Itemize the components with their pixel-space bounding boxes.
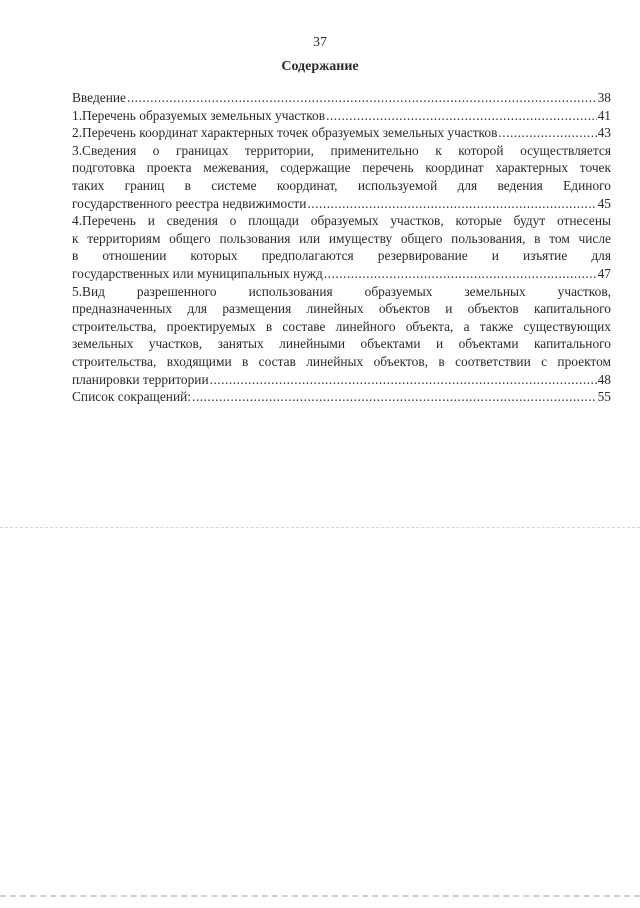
toc-entry-line: земельных участков, занятых линейными объектами и объектами капитального bbox=[72, 336, 611, 352]
toc-page-number: 43 bbox=[597, 125, 611, 141]
scan-artifact-line bbox=[0, 895, 640, 897]
toc-entry bbox=[72, 142, 611, 212]
toc-dot-leader bbox=[324, 265, 597, 283]
toc-entry-line: строительства, проектируемых в составе линейного объекта, а также существующих bbox=[72, 318, 611, 334]
toc-entry-line: 3.Сведения о границах территории, применительно к которой осуществляется bbox=[72, 142, 611, 158]
toc-entry-text: 2.Перечень координат характерных точек образуемых земельных участков bbox=[72, 125, 498, 141]
toc-entry-last-line bbox=[72, 371, 611, 389]
toc-entry-text: государственного реестра недвижимости bbox=[72, 195, 307, 211]
toc-page-number: 45 bbox=[597, 195, 611, 211]
toc-entry-last-line bbox=[72, 89, 611, 107]
toc-dot-leader bbox=[498, 124, 596, 142]
toc-entry-last-line bbox=[72, 195, 611, 213]
toc-dot-leader bbox=[127, 89, 597, 107]
toc-dot-leader bbox=[307, 195, 596, 213]
toc-entry-line: к территориям общего пользования или имуществу общего пользования, в том числе bbox=[72, 230, 611, 246]
toc-entry-text: 1.Перечень образуемых земельных участков bbox=[72, 107, 326, 123]
toc-entry bbox=[72, 283, 611, 389]
toc-entry bbox=[72, 388, 611, 406]
toc-entry-last-line bbox=[72, 124, 611, 142]
toc-page-number: 48 bbox=[597, 371, 611, 387]
toc-dot-leader bbox=[192, 388, 597, 406]
toc-page-number: 47 bbox=[597, 265, 611, 281]
toc-entry-line: строительства, входящими в состав линейных объектов, в соответствии с проектом bbox=[72, 353, 611, 369]
toc-entry-line: 4.Перечень и сведения о площади образуемых участков, которые будут отнесены bbox=[72, 213, 611, 229]
toc-entry bbox=[72, 212, 611, 282]
toc-page-number: 38 bbox=[597, 90, 611, 105]
toc-entry bbox=[72, 124, 611, 142]
toc-entry-line: предназначенных для размещения линейных объектов и объектов капитального bbox=[72, 301, 611, 317]
toc-entry-last-line bbox=[72, 265, 611, 283]
toc-entry-text: государственных или муниципальных нужд bbox=[72, 265, 323, 281]
toc-entry bbox=[72, 89, 611, 107]
scan-artifact-line bbox=[0, 527, 640, 528]
toc-entry-line: таких границ в системе координат, используемой для ведения Единого bbox=[72, 177, 611, 193]
table-of-contents bbox=[72, 89, 611, 406]
toc-entry-text: Список сокращений: bbox=[72, 389, 192, 405]
toc-entry-line: 5.Вид разрешенного использования образуемых земельных участков, bbox=[72, 283, 611, 299]
page-number: 37 bbox=[313, 35, 327, 50]
toc-entry bbox=[72, 107, 611, 125]
toc-entry-last-line bbox=[72, 388, 611, 406]
toc-dot-leader bbox=[326, 107, 597, 125]
toc-entry-line: подготовка проекта межевания, содержащие перечень координат характерных точек bbox=[72, 160, 611, 176]
page-title: Содержание bbox=[281, 59, 359, 74]
toc-page-number: 55 bbox=[597, 389, 611, 405]
toc-entry-text: Введение bbox=[72, 90, 126, 105]
toc-entry-last-line bbox=[72, 107, 611, 125]
toc-page-number: 41 bbox=[597, 107, 611, 123]
toc-dot-leader bbox=[210, 371, 597, 389]
toc-entry-line: в отношении которых предполагаются резервирование и изъятие для bbox=[72, 248, 611, 264]
toc-entry-text: планировки территории bbox=[72, 371, 209, 387]
